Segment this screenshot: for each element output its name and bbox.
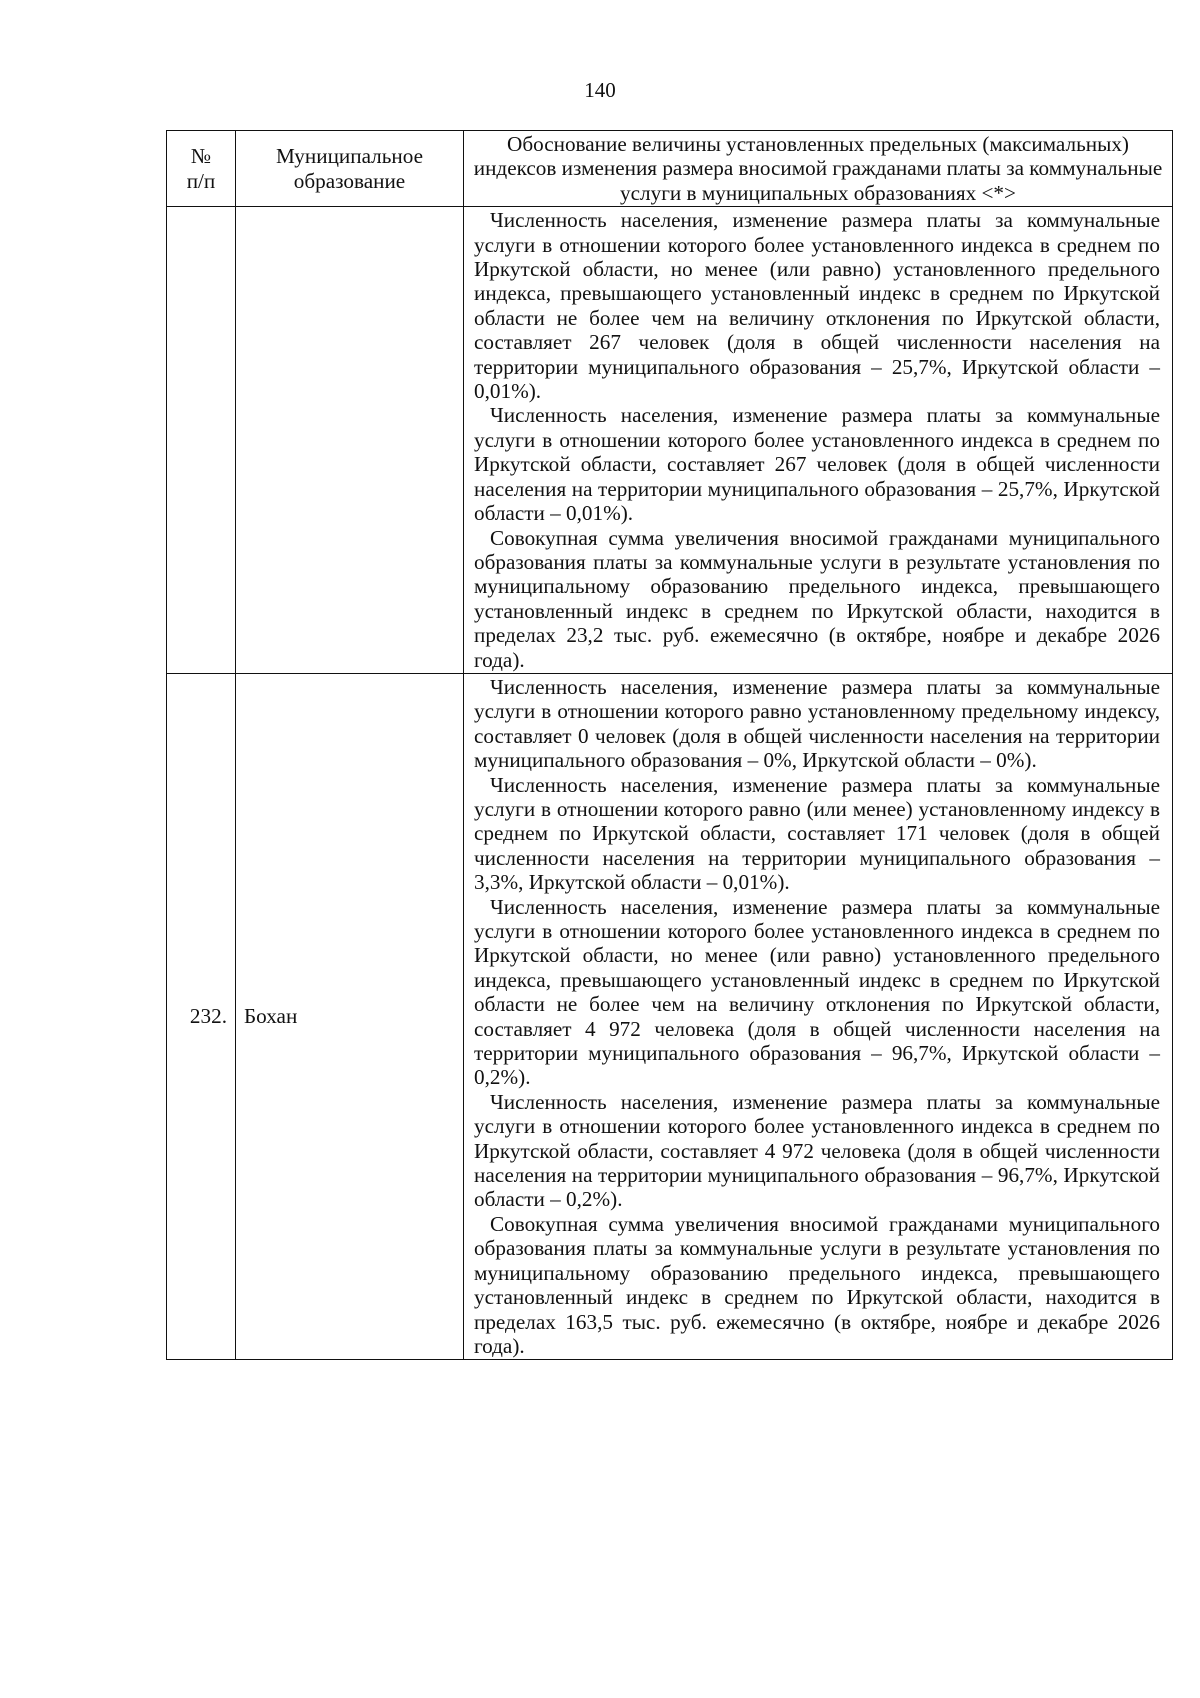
row-municipality: Бохан [236, 673, 464, 1359]
row-justification [464, 673, 1173, 1359]
header-number-label: № п/п [186, 144, 216, 193]
page-number: 140 [584, 78, 616, 102]
justification-paragraph: Численность населения, изменение размера платы за коммунальные услуги в отношении которого равно (или менее) установленному индексу в среднем по Иркутской области, составляет 171 человек (доля в общей численности населения на территории муниципального образования – 3,3%, Иркутской области – 0,01%). [474, 772, 1160, 895]
table-row [167, 207, 1173, 674]
row-municipality [236, 207, 464, 674]
header-number [167, 131, 236, 207]
justification-paragraph: Численность населения, изменение размера платы за коммунальные услуги в отношении которого более установленного индекса в среднем по Иркутской области, составляет 4 972 человека (доля в общей численности населения на территории муниципального образования – 96,7%, Иркутской области – 0,2%). [474, 1089, 1160, 1212]
row-number: 232. [167, 673, 236, 1359]
header-justification [464, 131, 1173, 207]
row-number [167, 207, 236, 674]
header-municipality [236, 131, 464, 207]
row-justification [464, 207, 1173, 674]
header-municipality-label: Муниципальное образование [275, 144, 424, 193]
header-justification-label: Обоснование величины установленных предельных (максимальных) индексов изменения размера вносимой гражданами платы за коммунальные услуги в муниципальных образованиях <*> [473, 132, 1163, 205]
indices-table [166, 130, 1173, 1360]
table-header-row [167, 131, 1173, 207]
justification-paragraph: Численность населения, изменение размера платы за коммунальные услуги в отношении которого равно установленному предельному индексу, составляет 0 человек (доля в общей численности населения на территории муниципального образования – 0%, Иркутской области – 0%). [474, 674, 1160, 773]
justification-paragraph: Численность населения, изменение размера платы за коммунальные услуги в отношении которого более установленного индекса в среднем по Иркутской области, но менее (или равно) установленного предельного индекса, превышающего установленный индекс в среднем по Иркутской области не более чем на величину отклонения по Иркутской области, составляет 267 человек (доля в общей численности населения на территории муниципального образования – 25,7%, Иркутской области – 0,01%). [474, 208, 1160, 404]
justification-paragraph: Численность населения, изменение размера платы за коммунальные услуги в отношении которого более установленного индекса в среднем по Иркутской области, составляет 267 человек (доля в общей численности населения на территории муниципального образования – 25,7%, Иркутской области – 0,01%). [474, 403, 1160, 526]
justification-paragraph: Совокупная сумма увеличения вносимой гражданами муниципального образования платы за коммунальные услуги в результате установления по муниципальному образованию предельного индекса, превышающего установленный индекс в среднем по Иркутской области, находится в пределах 163,5 тыс. руб. ежемесячно (в октябре, ноябре и декабре 2026 года). [474, 1211, 1160, 1358]
justification-paragraph: Совокупная сумма увеличения вносимой гражданами муниципального образования платы за коммунальные услуги в результате установления по муниципальному образованию предельного индекса, превышающего установленный индекс в среднем по Иркутской области, находится в пределах 23,2 тыс. руб. ежемесячно (в октябре, ноябре и декабре 2026 года). [474, 525, 1160, 672]
justification-paragraph: Численность населения, изменение размера платы за коммунальные услуги в отношении которого более установленного индекса в среднем по Иркутской области, но менее (или равно) установленного предельного индекса, превышающего установленный индекс в среднем по Иркутской области не более чем на величину отклонения по Иркутской области, составляет 4 972 человека (доля в общей численности населения на территории муниципального образования – 96,7%, Иркутской области – 0,2%). [474, 894, 1160, 1090]
table-row [167, 673, 1173, 1359]
